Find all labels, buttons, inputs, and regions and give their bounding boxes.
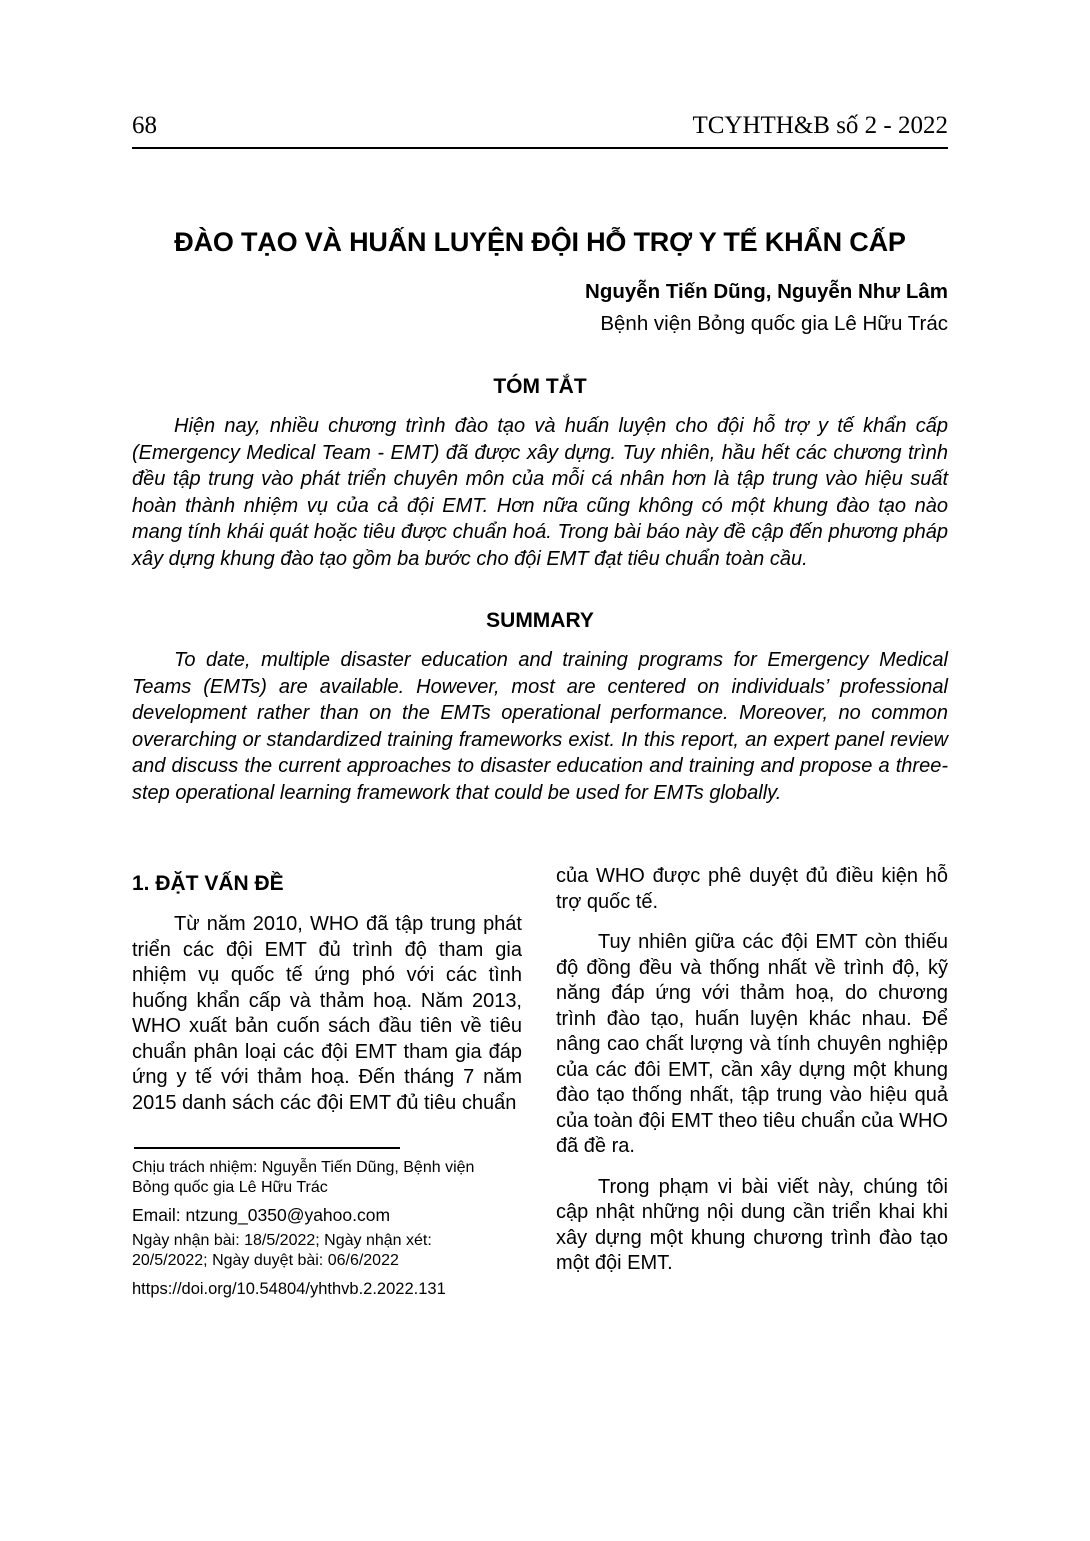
footnote-responsibility: Chịu trách nhiệm: Nguyễn Tiến Dũng, Bệnh viện Bỏng quốc gia Lê Hữu Trác xyxy=(132,1159,475,1196)
footnote-dates: Ngày nhận bài: 18/5/2022; Ngày nhận xét: 20/5/2022; Ngày duyệt bài: 06/6/2022 xyxy=(132,1232,432,1269)
abstract-en-heading: SUMMARY xyxy=(486,609,594,632)
footnote-email: Email: ntzung_0350@yahoo.com xyxy=(132,1205,391,1225)
right-column xyxy=(556,864,948,1299)
footnote-doi: https://doi.org/10.54804/yhthvb.2.2022.131 xyxy=(132,1280,446,1298)
page-number: 68 xyxy=(132,112,157,139)
right-paragraph-1: của WHO được phê duyệt đủ điều kiện hỗ trợ quốc tế. xyxy=(556,865,948,913)
left-column xyxy=(132,864,522,1299)
journal-issue-label: TCYHTH&B số 2 - 2022 xyxy=(692,112,948,139)
right-paragraph-2: Tuy nhiên giữa các đội EMT còn thiếu độ đồng đều và thống nhất về trình độ, kỹ năng đáp ứng với thảm hoạ, do chương trình đào tạo, huấn luyện khác nhau. Để nâng cao chất lượng và tính chuyên nghiệp của các đôi EMT, cần xây dựng một khung đào tạo thống nhất, tập trung vào hiệu quả của toàn đội EMT theo tiêu chuẩn của WHO đã đề ra. xyxy=(556,931,948,1157)
header-rule xyxy=(132,147,948,149)
abstract-vi-heading: TÓM TẮT xyxy=(493,375,587,398)
footnote-block xyxy=(132,1147,492,1299)
two-column-section xyxy=(132,864,948,1299)
right-paragraph-3: Trong phạm vi bài viết này, chúng tôi cập nhật những nội dung cần triển khai khi xây dựng một khung chương trình đào tạo một đội EMT. xyxy=(556,1175,948,1274)
footnote-rule xyxy=(134,1147,400,1149)
abstract-vi-body: Hiện nay, nhiều chương trình đào tạo và huấn luyện cho đội hỗ trợ y tế khẩn cấp (Emergency Medical Team - EMT) đã được xây dựng. Tuy nhiên, hầu hết các chương trình đều tập trung vào phát triển chuyên môn của mỗi cá nhân hơn là tập trung vào hiệu suất hoàn thành nhiệm vụ của cả đội EMT. Hơn nữa cũng không có một khung đào tạo nào mang tính khái quát hoặc tiêu được chuẩn hoá. Trong bài báo này đề cập đến phương pháp xây dựng khung đào tạo gồm ba bước cho đội EMT đạt tiêu chuẩn toàn cầu. xyxy=(132,415,948,570)
section-1-heading: 1. ĐẶT VẤN ĐỀ xyxy=(132,872,284,895)
abstract-en-body: To date, multiple disaster education and training programs for Emergency Medical Teams (EMTs) are available. However, most are centered on individuals’ professional development rather than on the EMTs operational performance. Moreover, no common overarching or standardized training frameworks exist. In this report, an expert panel review and discuss the current approaches to disaster education and training and propose a three-step operational learning framework that could be used for EMTs globally. xyxy=(132,649,948,804)
affiliation-line: Bệnh viện Bỏng quốc gia Lê Hữu Trác xyxy=(600,312,948,335)
section-1-left-paragraph: Từ năm 2010, WHO đã tập trung phát triển các đội EMT đủ trình độ tham gia nhiệm vụ quốc tế ứng phó với các tình huống khẩn cấp và thảm hoạ. Năm 2013, WHO xuất bản cuốn sách đầu tiên về tiêu chuẩn phân loại các đội EMT tham gia đáp ứng y tế với thảm hoạ. Đến tháng 7 năm 2015 danh sách các đội EMT đủ tiêu chuẩn xyxy=(132,913,522,1114)
article-title: ĐÀO TẠO VÀ HUẤN LUYỆN ĐỘI HỖ TRỢ Y TẾ KHẨN CẤP xyxy=(174,227,906,257)
authors-line: Nguyễn Tiến Dũng, Nguyễn Như Lâm xyxy=(585,280,948,303)
running-head xyxy=(132,112,948,140)
